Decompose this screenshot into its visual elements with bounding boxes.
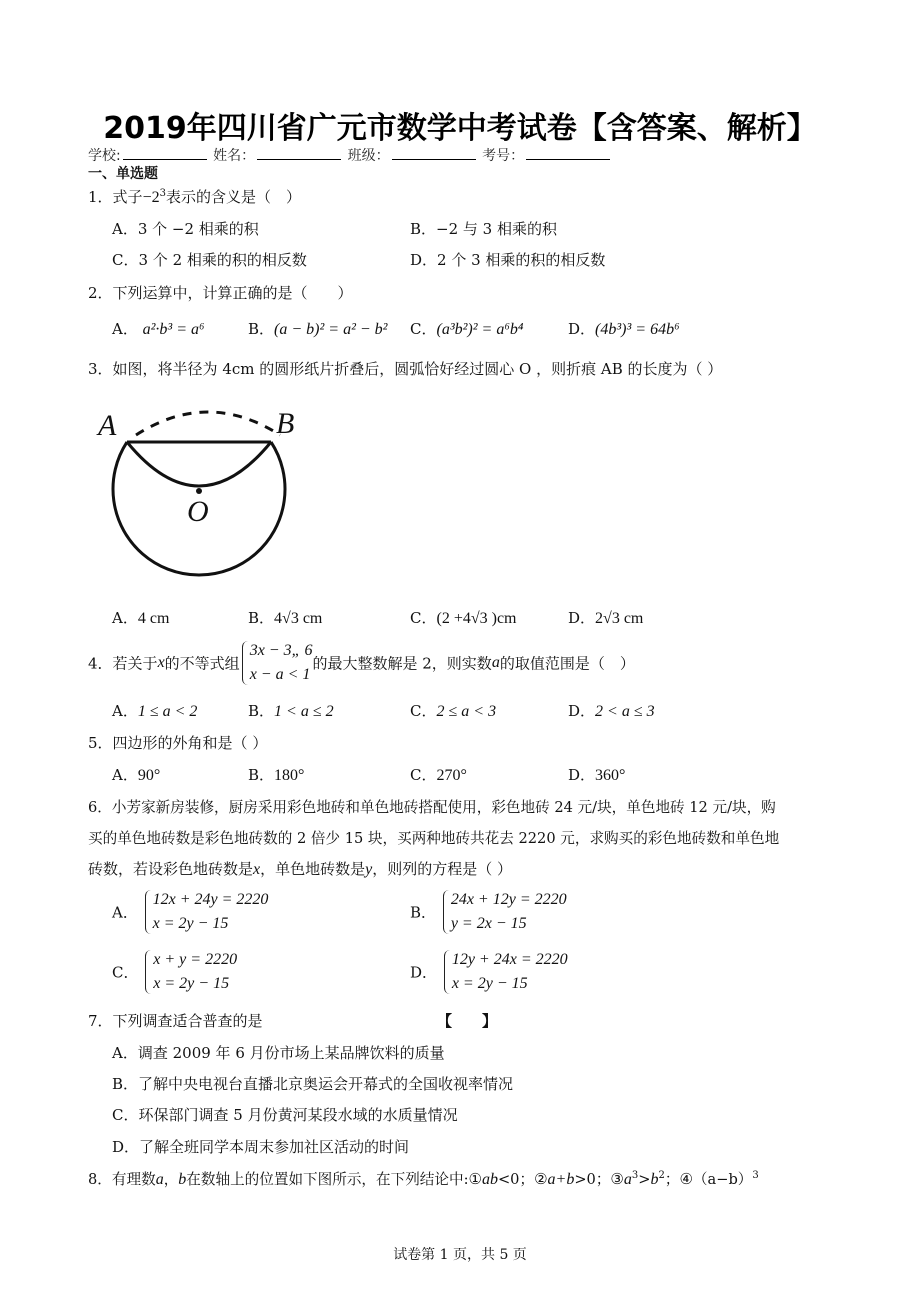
question-1-option-d[interactable] <box>410 249 605 270</box>
option-label: B． <box>112 1075 139 1093</box>
option-math: (a − b)² = a² − b² <box>274 321 388 338</box>
conclusion-math: a+b <box>547 1171 575 1188</box>
stem-text: 的不等式组 <box>164 654 240 673</box>
question-3-option-b[interactable] <box>248 607 322 628</box>
option-label: B． <box>248 609 275 627</box>
equation-system <box>441 888 567 936</box>
exponent: 3 <box>631 1170 639 1182</box>
option-text: 4√3 cm <box>274 610 323 627</box>
question-5-option-a[interactable] <box>112 764 160 785</box>
label-a: A <box>98 409 117 442</box>
question-number: 2． <box>88 284 113 302</box>
option-text: 180° <box>274 767 305 784</box>
question-1-option-c[interactable] <box>112 249 307 270</box>
option-label: B． <box>248 766 275 784</box>
stem-text: 表示的含义是（ ） <box>165 188 301 206</box>
inequality-2: x − a < 1 <box>249 666 311 683</box>
option-math: 2 ≤ a < 3 <box>436 703 497 720</box>
name-label: 姓名： <box>213 148 256 164</box>
question-2-stem <box>88 282 353 303</box>
option-label: A． <box>112 220 138 238</box>
answer-bracket: 【 】 <box>437 1012 498 1030</box>
equation-1: 12x + 24y = 2220 <box>152 891 269 908</box>
option-label: D． <box>112 1138 140 1156</box>
exponent: 2 <box>658 1170 665 1182</box>
question-2-option-a[interactable] <box>112 318 205 339</box>
folded-arc <box>127 442 271 486</box>
question-4-option-a[interactable] <box>112 700 197 721</box>
question-number: 5． <box>88 734 113 752</box>
equation-1: x + y = 2220 <box>153 951 238 968</box>
question-6-stem-line-3 <box>88 858 512 879</box>
option-text: (2 +4√3 )cm <box>436 610 517 627</box>
equation-2: x = 2y − 15 <box>152 915 229 932</box>
question-7-option-a[interactable] <box>112 1042 445 1063</box>
stem-text: 的最大整数解是 2，则实数 <box>312 654 492 673</box>
question-number: 4． <box>88 654 113 673</box>
question-6-option-d[interactable] <box>410 948 568 996</box>
question-4-option-d[interactable] <box>568 700 655 721</box>
option-math: (a³b²)² = a⁶b⁴ <box>436 321 524 338</box>
exponent: 3 <box>752 1170 759 1182</box>
question-3-option-a[interactable] <box>112 607 169 628</box>
option-label: D． <box>410 963 438 982</box>
option-text: 270° <box>436 767 467 784</box>
stem-text: ，则列的方程是（ ） <box>372 860 513 878</box>
school-label: 学校: <box>88 148 121 164</box>
question-2-option-b[interactable] <box>248 318 387 339</box>
option-label: B． <box>248 702 275 720</box>
inequality-1: 3x − 3„ 6 <box>249 642 313 659</box>
option-label: A． <box>112 609 138 627</box>
stem-text: 若关于 <box>112 654 158 673</box>
stem-text: 下列调查适合普查的是 <box>112 1012 263 1030</box>
option-text: 了解中央电视台直播北京奥运会开幕式的全国收视率情况 <box>138 1075 514 1093</box>
question-6-option-b[interactable] <box>410 888 567 936</box>
conclusion-text: > <box>638 1171 651 1188</box>
equation-system <box>442 948 568 996</box>
stem-text: 砖数，若设彩色地砖数是 <box>88 860 254 878</box>
question-6-option-a[interactable] <box>112 888 268 936</box>
stem-text: ，单色地砖数是 <box>260 860 366 878</box>
section-title: 一、单选题 <box>88 166 158 182</box>
conclusion-math: b <box>650 1171 659 1188</box>
circled-number-2: ② <box>534 1170 548 1188</box>
option-math: a²·b³ = a⁶ <box>142 321 205 338</box>
equation-system <box>143 948 237 996</box>
circled-number-3: ③ <box>610 1170 624 1188</box>
page-footer: 试卷第 1 页，共 5 页 <box>393 1247 527 1263</box>
option-text: 2 个 3 相乘的积的相反数 <box>437 251 606 269</box>
question-1-option-b[interactable] <box>410 218 557 239</box>
question-2-option-c[interactable] <box>410 318 523 339</box>
equation-2: y = 2x − 15 <box>450 915 527 932</box>
question-5-option-c[interactable] <box>410 764 467 785</box>
student-info-line <box>88 145 612 165</box>
stem-var: b <box>178 1171 187 1188</box>
option-label: C． <box>112 251 139 269</box>
circle-fold-figure <box>90 395 340 605</box>
label-o: O <box>187 495 209 528</box>
equation-system <box>143 888 269 936</box>
option-label: C． <box>410 766 437 784</box>
conclusion-text: <0； <box>497 1171 535 1188</box>
question-number: 7． <box>88 1012 113 1030</box>
exam-number-label: 考号： <box>482 148 525 164</box>
option-label: A． <box>112 702 138 720</box>
option-label: C． <box>410 320 437 338</box>
question-4-option-b[interactable] <box>248 700 334 721</box>
question-8-stem <box>88 1168 759 1189</box>
stem-var: a <box>491 654 500 671</box>
question-6-stem-line-1 <box>88 796 776 817</box>
name-blank <box>257 147 341 160</box>
conclusion-math: a <box>623 1171 632 1188</box>
question-7-option-d[interactable] <box>112 1136 409 1157</box>
question-3-stem <box>88 358 722 379</box>
option-label: B． <box>410 903 437 922</box>
equation-1: 12y + 24x = 2220 <box>451 951 568 968</box>
option-text: 环保部门调查 5 月份黄河某段水域的水质量情况 <box>138 1106 458 1124</box>
option-label: B． <box>410 220 437 238</box>
option-text: 4 cm <box>137 610 170 627</box>
option-text: 90° <box>137 767 161 784</box>
option-label: A． <box>112 320 138 338</box>
dashed-arc <box>136 412 280 435</box>
option-label: A． <box>112 903 138 922</box>
option-math: 1 < a ≤ 2 <box>274 703 334 720</box>
option-label: C． <box>112 963 139 982</box>
question-4-stem <box>88 639 635 687</box>
stem-var: x <box>157 654 165 671</box>
option-text: 调查 2009 年 6 月份市场上某品牌饮料的质量 <box>137 1044 445 1062</box>
option-text: 了解全班同学本周末参加社区活动的时间 <box>139 1138 410 1156</box>
question-3-option-c[interactable] <box>410 607 517 628</box>
option-label: D． <box>568 320 596 338</box>
option-label: C． <box>410 702 437 720</box>
question-number: 3． <box>88 360 113 378</box>
stem-text: 有理数 <box>111 1171 156 1188</box>
stem-text: 的取值范围是（ ） <box>499 654 635 673</box>
stem-math: −2 <box>142 189 160 206</box>
question-number: 6． <box>88 799 112 816</box>
equation-2: x = 2y − 15 <box>153 975 230 992</box>
question-6-stem-line-2: 买的单色地砖数是彩色地砖数的 2 倍少 15 块，买两种地砖共花去 2220 元，求购买的彩色地砖数和单色地 <box>88 830 780 847</box>
conclusion-text: ； <box>664 1171 680 1188</box>
option-text: 360° <box>595 767 626 784</box>
question-5-option-d[interactable] <box>568 764 625 785</box>
option-label: A． <box>112 766 138 784</box>
stem-var: a <box>155 1171 164 1188</box>
question-4-option-c[interactable] <box>410 700 496 721</box>
question-1-stem <box>88 186 301 207</box>
option-label: B． <box>248 320 275 338</box>
question-number: 1． <box>88 188 113 206</box>
option-math: (4b³)³ = 64b⁶ <box>595 321 680 338</box>
question-number: 8． <box>88 1171 112 1188</box>
stem-text: 在数轴上的位置如下图所示，在下列结论中: <box>186 1171 469 1188</box>
option-label: D． <box>568 702 596 720</box>
question-6-option-c[interactable] <box>112 948 237 996</box>
question-7-option-b[interactable] <box>112 1073 513 1094</box>
question-3-option-d[interactable] <box>568 607 643 628</box>
option-math: 1 ≤ a < 2 <box>137 703 198 720</box>
stem-text: 四边形的外角和是（ ） <box>112 734 268 752</box>
document-title: 2019年四川省广元市数学中考试卷【含答案、解析】 <box>103 111 817 146</box>
option-text: −2 与 3 相乘的积 <box>436 220 557 238</box>
stem-text: 下列运算中，计算正确的是（ ） <box>112 284 353 302</box>
class-label: 班级： <box>347 148 390 164</box>
question-7-option-c[interactable] <box>112 1104 458 1125</box>
conclusion-math: ab <box>481 1171 498 1188</box>
option-math: 2 < a ≤ 3 <box>595 703 655 720</box>
school-blank <box>123 147 207 160</box>
option-label: C． <box>410 609 437 627</box>
option-label: C． <box>112 1106 139 1124</box>
option-text: 3 个 2 相乘的积的相反数 <box>138 251 307 269</box>
circled-number-1: ① <box>468 1170 482 1188</box>
stem-text: 小芳家新房装修，厨房采用彩色地砖和单色地砖搭配使用，彩色地砖 24 元/块，单色地砖 12 元/块，购 <box>111 799 776 816</box>
circled-number-4: ④ <box>679 1170 693 1188</box>
question-7-stem <box>88 1010 263 1031</box>
stem-text: ， <box>163 1171 179 1188</box>
option-label: D． <box>568 609 596 627</box>
option-text: 3 个 −2 相乘的积 <box>137 220 259 238</box>
exam-number-blank <box>526 147 610 160</box>
stem-text: 如图，将半径为 4cm 的圆形纸片折叠后，圆弧恰好经过圆心 O ，则折痕 AB 的长度为（ ） <box>112 360 723 378</box>
question-2-option-d[interactable] <box>568 318 680 339</box>
question-5-option-b[interactable] <box>248 764 304 785</box>
inequality-system <box>240 639 313 687</box>
stem-exponent: 3 <box>159 188 166 199</box>
option-label: D． <box>568 766 596 784</box>
conclusion-math: （a−b） <box>692 1171 753 1188</box>
equation-2: x = 2y − 15 <box>451 975 528 992</box>
option-label: A． <box>112 1044 138 1062</box>
stem-var: x <box>253 861 261 878</box>
center-point-o <box>196 488 202 494</box>
equation-1: 24x + 12y = 2220 <box>450 891 567 908</box>
stem-text: 式子 <box>112 188 143 206</box>
question-5-stem <box>88 732 267 753</box>
stem-var: y <box>365 861 373 878</box>
question-1-option-a[interactable] <box>112 218 259 239</box>
label-b: B <box>276 407 295 440</box>
option-text: 2√3 cm <box>595 610 644 627</box>
conclusion-text: >0； <box>574 1171 611 1188</box>
class-blank <box>392 147 476 160</box>
option-label: D． <box>410 251 438 269</box>
